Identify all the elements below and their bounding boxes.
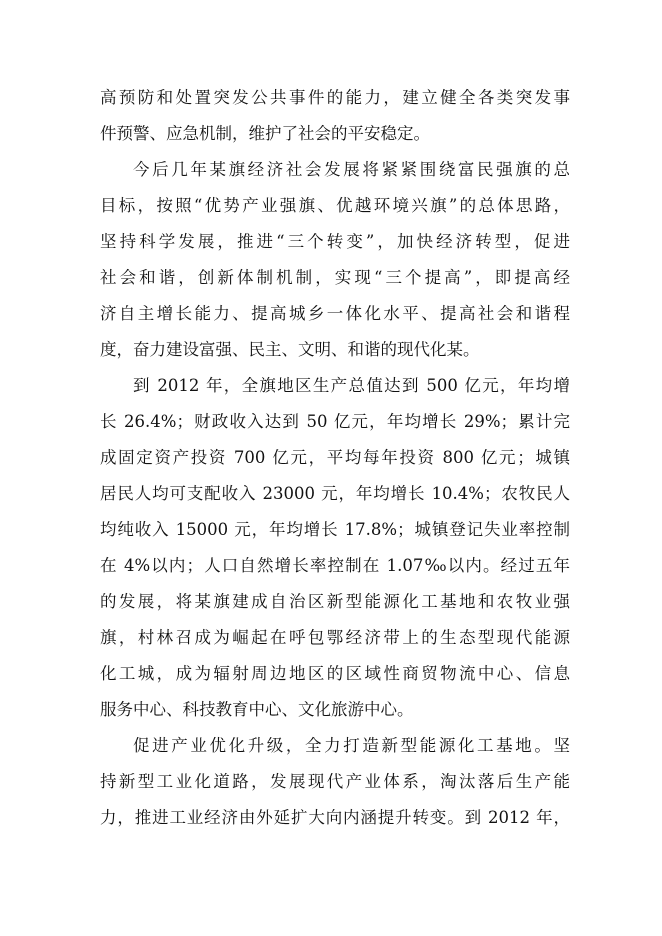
text-line: 度，奋力建设富强、民主、文明、和谐的现代化某。: [100, 340, 480, 359]
text-line: 目标，按照“优势产业强旗、优越环境兴旗”的总体思路，: [100, 196, 570, 215]
text-line: 长 26.4%；财政收入达到 50 亿元，年均增长 29%；累计完: [100, 412, 570, 431]
text-line: 济自主增长能力、提高城乡一体化水平、提高社会和谐程: [100, 304, 570, 323]
paragraph-3: [100, 368, 570, 728]
text-line: 成固定资产投资 700 亿元，平均每年投资 800 亿元；城镇: [100, 448, 570, 467]
paragraph-1: [100, 80, 570, 152]
text-line: 化工城，成为辐射周边地区的区域性商贸物流中心、信息: [100, 664, 570, 683]
text-line: 今后几年某旗经济社会发展将紧紧围绕富民强旗的总: [133, 160, 570, 179]
text-line: 均纯收入 15000 元，年均增长 17.8%；城镇登记失业率控制: [100, 520, 570, 539]
text-line: 到 2012 年，全旗地区生产总值达到 500 亿元，年均增: [133, 376, 570, 395]
text-line: 坚持科学发展，推进“三个转变”，加快经济转型，促进: [100, 232, 570, 251]
text-line: 服务中心、科技教育中心、文化旅游中心。: [100, 700, 414, 719]
text-line: 力，推进工业经济由外延扩大向内涵提升转变。到 2012 年，: [100, 808, 570, 827]
text-line: 促进产业优化升级，全力打造新型能源化工基地。坚: [133, 736, 570, 755]
text-line: 社会和谐，创新体制机制，实现“三个提高”，即提高经: [100, 268, 570, 287]
text-line: 在 4%以内；人口自然增长率控制在 1.07‰以内。经过五年: [100, 556, 570, 575]
text-line: 持新型工业化道路，发展现代产业体系，淘汰落后生产能: [100, 772, 570, 791]
body-text: [100, 80, 570, 836]
text-line: 旗，村林召成为崛起在呼包鄂经济带上的生态型现代能源: [100, 628, 570, 647]
text-line: 件预警、应急机制，维护了社会的平安稳定。: [100, 124, 430, 143]
text-line: 居民人均可支配收入 23000 元，年均增长 10.4%；农牧民人: [100, 484, 570, 503]
paragraph-4: [100, 728, 570, 836]
text-line: 高预防和处置突发公共事件的能力，建立健全各类突发事: [100, 88, 570, 107]
paragraph-2: [100, 152, 570, 368]
text-line: 的发展，将某旗建成自治区新型能源化工基地和农牧业强: [100, 592, 570, 611]
